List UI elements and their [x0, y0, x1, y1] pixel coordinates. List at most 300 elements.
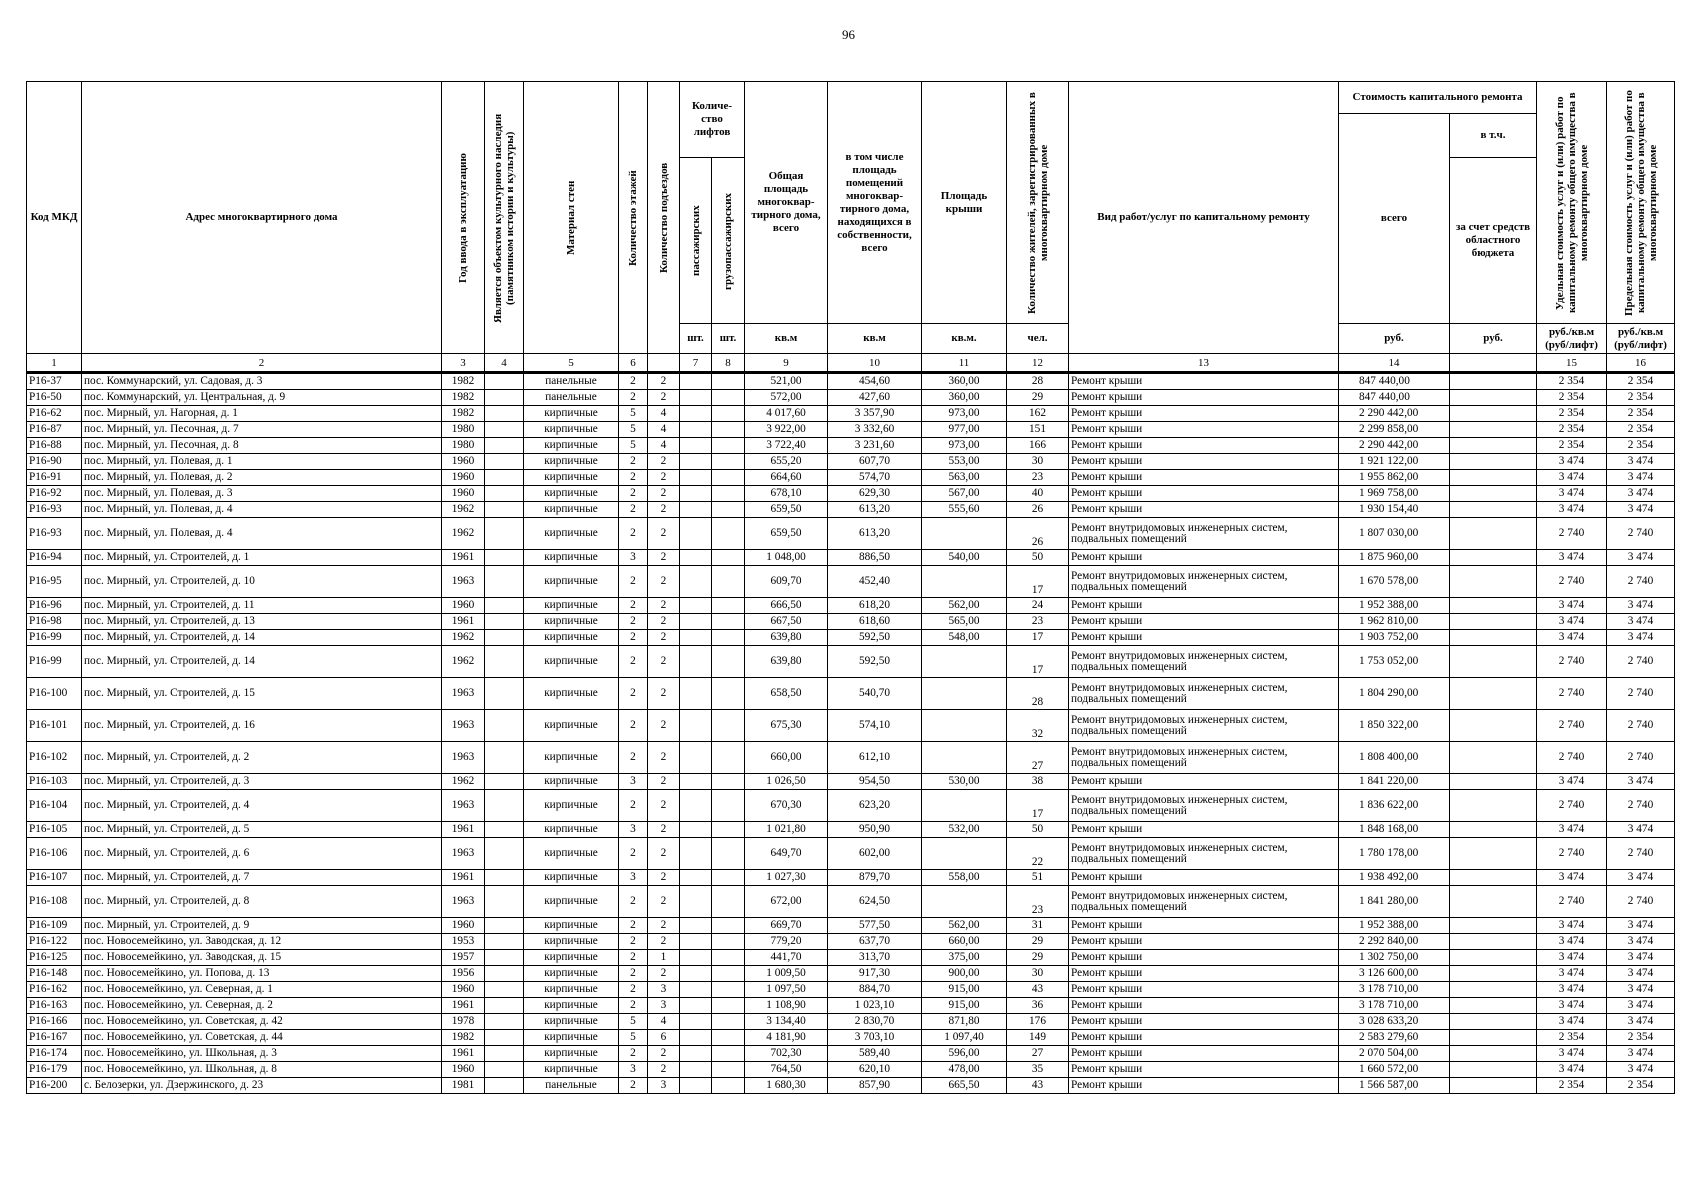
cell-walls: кирпичные — [524, 678, 619, 710]
cell-year: 1980 — [442, 438, 485, 454]
cell-work-type: Ремонт крыши — [1069, 870, 1339, 886]
cell-code: Р16-95 — [27, 566, 82, 598]
cell-lifts-passenger — [680, 966, 712, 982]
cell-code: Р16-162 — [27, 982, 82, 998]
cell-lifts-cargo — [712, 614, 745, 630]
cell-lifts-cargo — [712, 1062, 745, 1078]
table-row — [27, 822, 1675, 838]
header-cost-total: всего — [1339, 114, 1450, 324]
cell-total-area: 649,70 — [745, 838, 828, 870]
cell-floors: 2 — [619, 454, 648, 470]
cell-unit-cost: 2 740 — [1537, 646, 1607, 678]
cell-work-type: Ремонт внутридомовых инженерных систем, подвальных помещений — [1069, 646, 1339, 678]
column-number: 13 — [1069, 354, 1339, 373]
cell-max-cost: 2 354 — [1607, 438, 1675, 454]
cell-owned-area: 612,10 — [828, 742, 922, 774]
cell-lifts-passenger — [680, 918, 712, 934]
cell-owned-area: 618,20 — [828, 598, 922, 614]
cell-work-type: Ремонт внутридомовых инженерных систем, подвальных помещений — [1069, 886, 1339, 918]
cell-cost: 2 583 279,60 — [1339, 1030, 1450, 1046]
cell-floors: 2 — [619, 614, 648, 630]
cell-max-cost: 2 354 — [1607, 373, 1675, 390]
cell-work-type: Ремонт крыши — [1069, 998, 1339, 1014]
cell-walls: кирпичные — [524, 838, 619, 870]
cell-unit-cost: 2 740 — [1537, 678, 1607, 710]
cell-roof-area: 660,00 — [922, 934, 1007, 950]
cell-roof-area: 530,00 — [922, 774, 1007, 790]
cell-code: Р16-163 — [27, 998, 82, 1014]
cell-cost: 1 780 178,00 — [1339, 838, 1450, 870]
cell-total-area: 659,50 — [745, 518, 828, 550]
table-row — [27, 486, 1675, 502]
cell-cost: 1 955 862,00 — [1339, 470, 1450, 486]
unit-max-cost: руб./кв.м (руб/лифт) — [1607, 324, 1675, 354]
cell-lifts-cargo — [712, 486, 745, 502]
cell-entrances: 4 — [648, 422, 680, 438]
cell-roof-area: 665,50 — [922, 1078, 1007, 1094]
cell-lifts-passenger — [680, 1030, 712, 1046]
cell-entrances: 2 — [648, 870, 680, 886]
cell-entrances: 2 — [648, 774, 680, 790]
cell-max-cost: 2 740 — [1607, 566, 1675, 598]
cell-entrances: 2 — [648, 710, 680, 742]
cell-owned-area: 3 231,60 — [828, 438, 922, 454]
cell-year: 1962 — [442, 518, 485, 550]
cell-residents: 17 — [1007, 566, 1069, 598]
cell-lifts-cargo — [712, 774, 745, 790]
cell-address: пос. Мирный, ул. Полевая, д. 2 — [82, 470, 442, 486]
cell-floors: 2 — [619, 886, 648, 918]
cell-work-type: Ремонт крыши — [1069, 438, 1339, 454]
cell-code: Р16-93 — [27, 502, 82, 518]
table-row — [27, 518, 1675, 550]
cell-max-cost: 3 474 — [1607, 486, 1675, 502]
column-number: 6 — [619, 354, 648, 373]
cell-cost: 1 850 322,00 — [1339, 710, 1450, 742]
cell-work-type: Ремонт внутридомовых инженерных систем, подвальных помещений — [1069, 790, 1339, 822]
cell-roof-area — [922, 790, 1007, 822]
cell-residents: 27 — [1007, 742, 1069, 774]
cell-max-cost: 3 474 — [1607, 1014, 1675, 1030]
cell-residents: 23 — [1007, 614, 1069, 630]
table-row — [27, 373, 1675, 390]
cell-lifts-cargo — [712, 790, 745, 822]
cell-regional-cost — [1450, 1046, 1537, 1062]
cell-regional-cost — [1450, 774, 1537, 790]
cell-lifts-cargo — [712, 678, 745, 710]
cell-owned-area: 879,70 — [828, 870, 922, 886]
cell-entrances: 2 — [648, 678, 680, 710]
cell-max-cost: 2 354 — [1607, 1030, 1675, 1046]
header-lifts: Количе-ство лифтов — [680, 82, 745, 158]
cell-floors: 2 — [619, 470, 648, 486]
cell-address: пос. Новосемейкино, ул. Школьная, д. 3 — [82, 1046, 442, 1062]
cell-work-type: Ремонт внутридомовых инженерных систем, подвальных помещений — [1069, 518, 1339, 550]
cell-entrances: 2 — [648, 790, 680, 822]
unit-cost-regional: руб. — [1450, 324, 1537, 354]
cell-lifts-cargo — [712, 822, 745, 838]
cell-cost: 1 962 810,00 — [1339, 614, 1450, 630]
cell-heritage — [485, 742, 524, 774]
cell-regional-cost — [1450, 1014, 1537, 1030]
cell-walls: кирпичные — [524, 598, 619, 614]
cell-total-area: 1 026,50 — [745, 774, 828, 790]
cell-walls: кирпичные — [524, 742, 619, 774]
cell-max-cost: 3 474 — [1607, 998, 1675, 1014]
cell-entrances: 2 — [648, 966, 680, 982]
cell-address: пос. Мирный, ул. Полевая, д. 3 — [82, 486, 442, 502]
cell-code: Р16-90 — [27, 454, 82, 470]
column-number: 16 — [1607, 354, 1675, 373]
cell-entrances: 2 — [648, 390, 680, 406]
cell-floors: 2 — [619, 646, 648, 678]
header-entrances: Количество подъездов — [648, 82, 680, 354]
cell-work-type: Ремонт крыши — [1069, 950, 1339, 966]
cell-address: пос. Новосемейкино, ул. Попова, д. 13 — [82, 966, 442, 982]
cell-unit-cost: 3 474 — [1537, 486, 1607, 502]
cell-entrances: 4 — [648, 438, 680, 454]
cell-address: пос. Новосемейкино, ул. Заводская, д. 15 — [82, 950, 442, 966]
cell-entrances: 4 — [648, 406, 680, 422]
cell-total-area: 658,50 — [745, 678, 828, 710]
cell-owned-area: 574,70 — [828, 470, 922, 486]
cell-residents: 28 — [1007, 373, 1069, 390]
cell-regional-cost — [1450, 1030, 1537, 1046]
unit-lifts-cargo: шт. — [712, 324, 745, 354]
cell-address: пос. Мирный, ул. Строителей, д. 3 — [82, 774, 442, 790]
cell-address: пос. Мирный, ул. Строителей, д. 2 — [82, 742, 442, 774]
column-number: 12 — [1007, 354, 1069, 373]
cell-lifts-passenger — [680, 886, 712, 918]
cell-walls: кирпичные — [524, 774, 619, 790]
cell-max-cost: 2 354 — [1607, 390, 1675, 406]
cell-walls: кирпичные — [524, 518, 619, 550]
cell-residents: 35 — [1007, 1062, 1069, 1078]
header-walls: Материал стен — [524, 82, 619, 354]
cell-total-area: 1 027,30 — [745, 870, 828, 886]
cell-regional-cost — [1450, 918, 1537, 934]
cell-work-type: Ремонт крыши — [1069, 486, 1339, 502]
cell-code: Р16-37 — [27, 373, 82, 390]
cell-cost: 2 299 858,00 — [1339, 422, 1450, 438]
cell-cost: 1 921 122,00 — [1339, 454, 1450, 470]
cell-residents: 166 — [1007, 438, 1069, 454]
cell-walls: кирпичные — [524, 1030, 619, 1046]
cell-year: 1960 — [442, 486, 485, 502]
cell-total-area: 572,00 — [745, 390, 828, 406]
cell-roof-area: 360,00 — [922, 390, 1007, 406]
table-row — [27, 1078, 1675, 1094]
cell-code: Р16-98 — [27, 614, 82, 630]
cell-lifts-passenger — [680, 982, 712, 998]
cell-residents: 29 — [1007, 390, 1069, 406]
cell-work-type: Ремонт крыши — [1069, 550, 1339, 566]
cell-entrances: 2 — [648, 470, 680, 486]
column-number: 11 — [922, 354, 1007, 373]
cell-total-area: 4 181,90 — [745, 1030, 828, 1046]
cell-address: пос. Мирный, ул. Нагорная, д. 1 — [82, 406, 442, 422]
cell-address: пос. Новосемейкино, ул. Советская, д. 44 — [82, 1030, 442, 1046]
cell-address: пос. Коммунарский, ул. Центральная, д. 9 — [82, 390, 442, 406]
cell-owned-area: 620,10 — [828, 1062, 922, 1078]
cell-heritage — [485, 678, 524, 710]
cell-regional-cost — [1450, 422, 1537, 438]
cell-heritage — [485, 838, 524, 870]
cell-cost: 1 660 572,00 — [1339, 1062, 1450, 1078]
cell-cost: 1 804 290,00 — [1339, 678, 1450, 710]
cell-total-area: 609,70 — [745, 566, 828, 598]
cell-regional-cost — [1450, 646, 1537, 678]
cell-residents: 32 — [1007, 710, 1069, 742]
cell-heritage — [485, 1030, 524, 1046]
cell-cost: 2 292 840,00 — [1339, 934, 1450, 950]
cell-owned-area: 577,50 — [828, 918, 922, 934]
header-cost: Стоимость капитального ремонта — [1339, 82, 1537, 114]
cell-residents: 43 — [1007, 982, 1069, 998]
cell-entrances: 2 — [648, 486, 680, 502]
header-work-type: Вид работ/услуг по капитальному ремонту — [1069, 82, 1339, 354]
cell-heritage — [485, 598, 524, 614]
cell-roof-area: 900,00 — [922, 966, 1007, 982]
cell-unit-cost: 2 740 — [1537, 886, 1607, 918]
cell-residents: 26 — [1007, 502, 1069, 518]
cell-total-area: 666,50 — [745, 598, 828, 614]
cell-lifts-passenger — [680, 438, 712, 454]
cell-max-cost: 3 474 — [1607, 470, 1675, 486]
cell-address: пос. Мирный, ул. Строителей, д. 7 — [82, 870, 442, 886]
cell-residents: 162 — [1007, 406, 1069, 422]
cell-lifts-cargo — [712, 438, 745, 454]
cell-lifts-cargo — [712, 710, 745, 742]
cell-address: пос. Мирный, ул. Строителей, д. 16 — [82, 710, 442, 742]
cell-work-type: Ремонт крыши — [1069, 470, 1339, 486]
cell-code: Р16-88 — [27, 438, 82, 454]
cell-address: пос. Мирный, ул. Строителей, д. 5 — [82, 822, 442, 838]
cell-work-type: Ремонт крыши — [1069, 390, 1339, 406]
cell-walls: кирпичные — [524, 550, 619, 566]
cell-residents: 29 — [1007, 950, 1069, 966]
cell-entrances: 2 — [648, 1062, 680, 1078]
column-number: 7 — [680, 354, 712, 373]
cell-year: 1960 — [442, 1062, 485, 1078]
column-number: 2 — [82, 354, 442, 373]
cell-residents: 17 — [1007, 630, 1069, 646]
cell-unit-cost: 2 740 — [1537, 790, 1607, 822]
cell-total-area: 1 048,00 — [745, 550, 828, 566]
cell-lifts-cargo — [712, 1078, 745, 1094]
cell-unit-cost: 3 474 — [1537, 870, 1607, 886]
cell-regional-cost — [1450, 1062, 1537, 1078]
cell-walls: кирпичные — [524, 470, 619, 486]
cell-work-type: Ремонт внутридомовых инженерных систем, подвальных помещений — [1069, 566, 1339, 598]
cell-floors: 2 — [619, 982, 648, 998]
cell-unit-cost: 3 474 — [1537, 550, 1607, 566]
cell-year: 1961 — [442, 870, 485, 886]
table-row — [27, 598, 1675, 614]
cell-total-area: 1 009,50 — [745, 966, 828, 982]
cell-address: пос. Мирный, ул. Полевая, д. 4 — [82, 502, 442, 518]
cell-walls: кирпичные — [524, 886, 619, 918]
column-number: 10 — [828, 354, 922, 373]
cell-code: Р16-174 — [27, 1046, 82, 1062]
cell-year: 1956 — [442, 966, 485, 982]
cell-entrances: 2 — [648, 550, 680, 566]
cell-heritage — [485, 1014, 524, 1030]
cell-year: 1982 — [442, 1030, 485, 1046]
cell-lifts-cargo — [712, 1046, 745, 1062]
header-lifts-passenger: пассажирских — [680, 158, 712, 324]
cell-residents: 30 — [1007, 966, 1069, 982]
cell-walls: панельные — [524, 373, 619, 390]
cell-floors: 2 — [619, 390, 648, 406]
cell-lifts-cargo — [712, 454, 745, 470]
cell-roof-area: 562,00 — [922, 598, 1007, 614]
cell-code: Р16-122 — [27, 934, 82, 950]
table-row — [27, 870, 1675, 886]
cell-regional-cost — [1450, 598, 1537, 614]
cell-walls: панельные — [524, 390, 619, 406]
cell-entrances: 2 — [648, 822, 680, 838]
cell-year: 1963 — [442, 838, 485, 870]
cell-owned-area: 629,30 — [828, 486, 922, 502]
cell-address: пос. Новосемейкино, ул. Школьная, д. 8 — [82, 1062, 442, 1078]
cell-unit-cost: 2 354 — [1537, 422, 1607, 438]
header-max-cost: Предельная стоимость услуг и (или) работ по капитальному ремонту общего имущества в многоквартирном доме — [1607, 82, 1675, 324]
cell-max-cost: 2 354 — [1607, 1078, 1675, 1094]
cell-address: с. Белозерки, ул. Дзержинского, д. 23 — [82, 1078, 442, 1094]
cell-owned-area: 954,50 — [828, 774, 922, 790]
cell-floors: 2 — [619, 1046, 648, 1062]
cell-lifts-cargo — [712, 742, 745, 774]
cell-unit-cost: 3 474 — [1537, 630, 1607, 646]
cell-heritage — [485, 918, 524, 934]
cell-unit-cost: 2 354 — [1537, 1078, 1607, 1094]
cell-total-area: 675,30 — [745, 710, 828, 742]
table-row — [27, 422, 1675, 438]
cell-floors: 2 — [619, 998, 648, 1014]
cell-roof-area: 562,00 — [922, 918, 1007, 934]
cell-work-type: Ремонт крыши — [1069, 1078, 1339, 1094]
cell-owned-area: 857,90 — [828, 1078, 922, 1094]
column-number — [1450, 354, 1537, 373]
column-number: 4 — [485, 354, 524, 373]
cell-address: пос. Мирный, ул. Песочная, д. 7 — [82, 422, 442, 438]
cell-floors: 2 — [619, 950, 648, 966]
cell-unit-cost: 2 740 — [1537, 518, 1607, 550]
cell-lifts-cargo — [712, 550, 745, 566]
cell-residents: 23 — [1007, 886, 1069, 918]
cell-total-area: 521,00 — [745, 373, 828, 390]
table-row — [27, 566, 1675, 598]
table-row — [27, 742, 1675, 774]
cell-max-cost: 3 474 — [1607, 966, 1675, 982]
cell-address: пос. Мирный, ул. Строителей, д. 15 — [82, 678, 442, 710]
cell-cost: 3 178 710,00 — [1339, 998, 1450, 1014]
cell-walls: кирпичные — [524, 1014, 619, 1030]
cell-year: 1957 — [442, 950, 485, 966]
cell-heritage — [485, 934, 524, 950]
header-total-area: Общая площадь многоквар-тирного дома, всего — [745, 82, 828, 324]
unit-residents: чел. — [1007, 324, 1069, 354]
cell-lifts-passenger — [680, 838, 712, 870]
cell-lifts-cargo — [712, 1014, 745, 1030]
page-number: 96 — [842, 27, 855, 42]
cell-residents: 24 — [1007, 598, 1069, 614]
cell-regional-cost — [1450, 950, 1537, 966]
cell-walls: кирпичные — [524, 486, 619, 502]
cell-owned-area: 602,00 — [828, 838, 922, 870]
cell-owned-area: 454,60 — [828, 373, 922, 390]
cell-lifts-passenger — [680, 950, 712, 966]
cell-code: Р16-96 — [27, 598, 82, 614]
cell-total-area: 659,50 — [745, 502, 828, 518]
cell-walls: кирпичные — [524, 1062, 619, 1078]
cell-work-type: Ремонт крыши — [1069, 982, 1339, 998]
cell-year: 1982 — [442, 406, 485, 422]
cell-lifts-passenger — [680, 742, 712, 774]
cell-regional-cost — [1450, 1078, 1537, 1094]
cell-unit-cost: 2 354 — [1537, 390, 1607, 406]
cell-lifts-passenger — [680, 614, 712, 630]
cell-lifts-cargo — [712, 886, 745, 918]
cell-max-cost: 3 474 — [1607, 502, 1675, 518]
cell-lifts-cargo — [712, 373, 745, 390]
cell-lifts-cargo — [712, 630, 745, 646]
table-row — [27, 934, 1675, 950]
cell-owned-area: 624,50 — [828, 886, 922, 918]
cell-heritage — [485, 1062, 524, 1078]
cell-cost: 1 952 388,00 — [1339, 598, 1450, 614]
cell-walls: кирпичные — [524, 998, 619, 1014]
cell-owned-area: 3 703,10 — [828, 1030, 922, 1046]
cell-year: 1963 — [442, 742, 485, 774]
cell-regional-cost — [1450, 710, 1537, 742]
cell-heritage — [485, 966, 524, 982]
cell-lifts-cargo — [712, 966, 745, 982]
cell-max-cost: 2 740 — [1607, 710, 1675, 742]
cell-address: пос. Новосемейкино, ул. Северная, д. 1 — [82, 982, 442, 998]
cell-walls: кирпичные — [524, 630, 619, 646]
cell-residents: 43 — [1007, 1078, 1069, 1094]
cell-lifts-passenger — [680, 934, 712, 950]
cell-unit-cost: 3 474 — [1537, 614, 1607, 630]
cell-roof-area: 977,00 — [922, 422, 1007, 438]
header-owned-area: в том числе площадь помещений многоквар-тирного дома, находящихся в собственности, всего — [828, 82, 922, 324]
cell-address: пос. Мирный, ул. Строителей, д. 11 — [82, 598, 442, 614]
cell-residents: 27 — [1007, 1046, 1069, 1062]
cell-lifts-cargo — [712, 918, 745, 934]
cell-work-type: Ремонт внутридомовых инженерных систем, подвальных помещений — [1069, 742, 1339, 774]
table-row — [27, 838, 1675, 870]
cell-roof-area: 553,00 — [922, 454, 1007, 470]
cell-year: 1960 — [442, 470, 485, 486]
cell-code: Р16-166 — [27, 1014, 82, 1030]
cell-walls: кирпичные — [524, 950, 619, 966]
cell-total-area: 669,70 — [745, 918, 828, 934]
cell-entrances: 2 — [648, 614, 680, 630]
cell-unit-cost: 3 474 — [1537, 454, 1607, 470]
cell-floors: 2 — [619, 1078, 648, 1094]
header-floors: Количество этажей — [619, 82, 648, 354]
cell-max-cost: 2 354 — [1607, 422, 1675, 438]
cell-owned-area: 540,70 — [828, 678, 922, 710]
cell-regional-cost — [1450, 373, 1537, 390]
cell-floors: 3 — [619, 774, 648, 790]
cell-roof-area: 478,00 — [922, 1062, 1007, 1078]
cell-cost: 1 875 960,00 — [1339, 550, 1450, 566]
cell-lifts-cargo — [712, 406, 745, 422]
cell-year: 1981 — [442, 1078, 485, 1094]
